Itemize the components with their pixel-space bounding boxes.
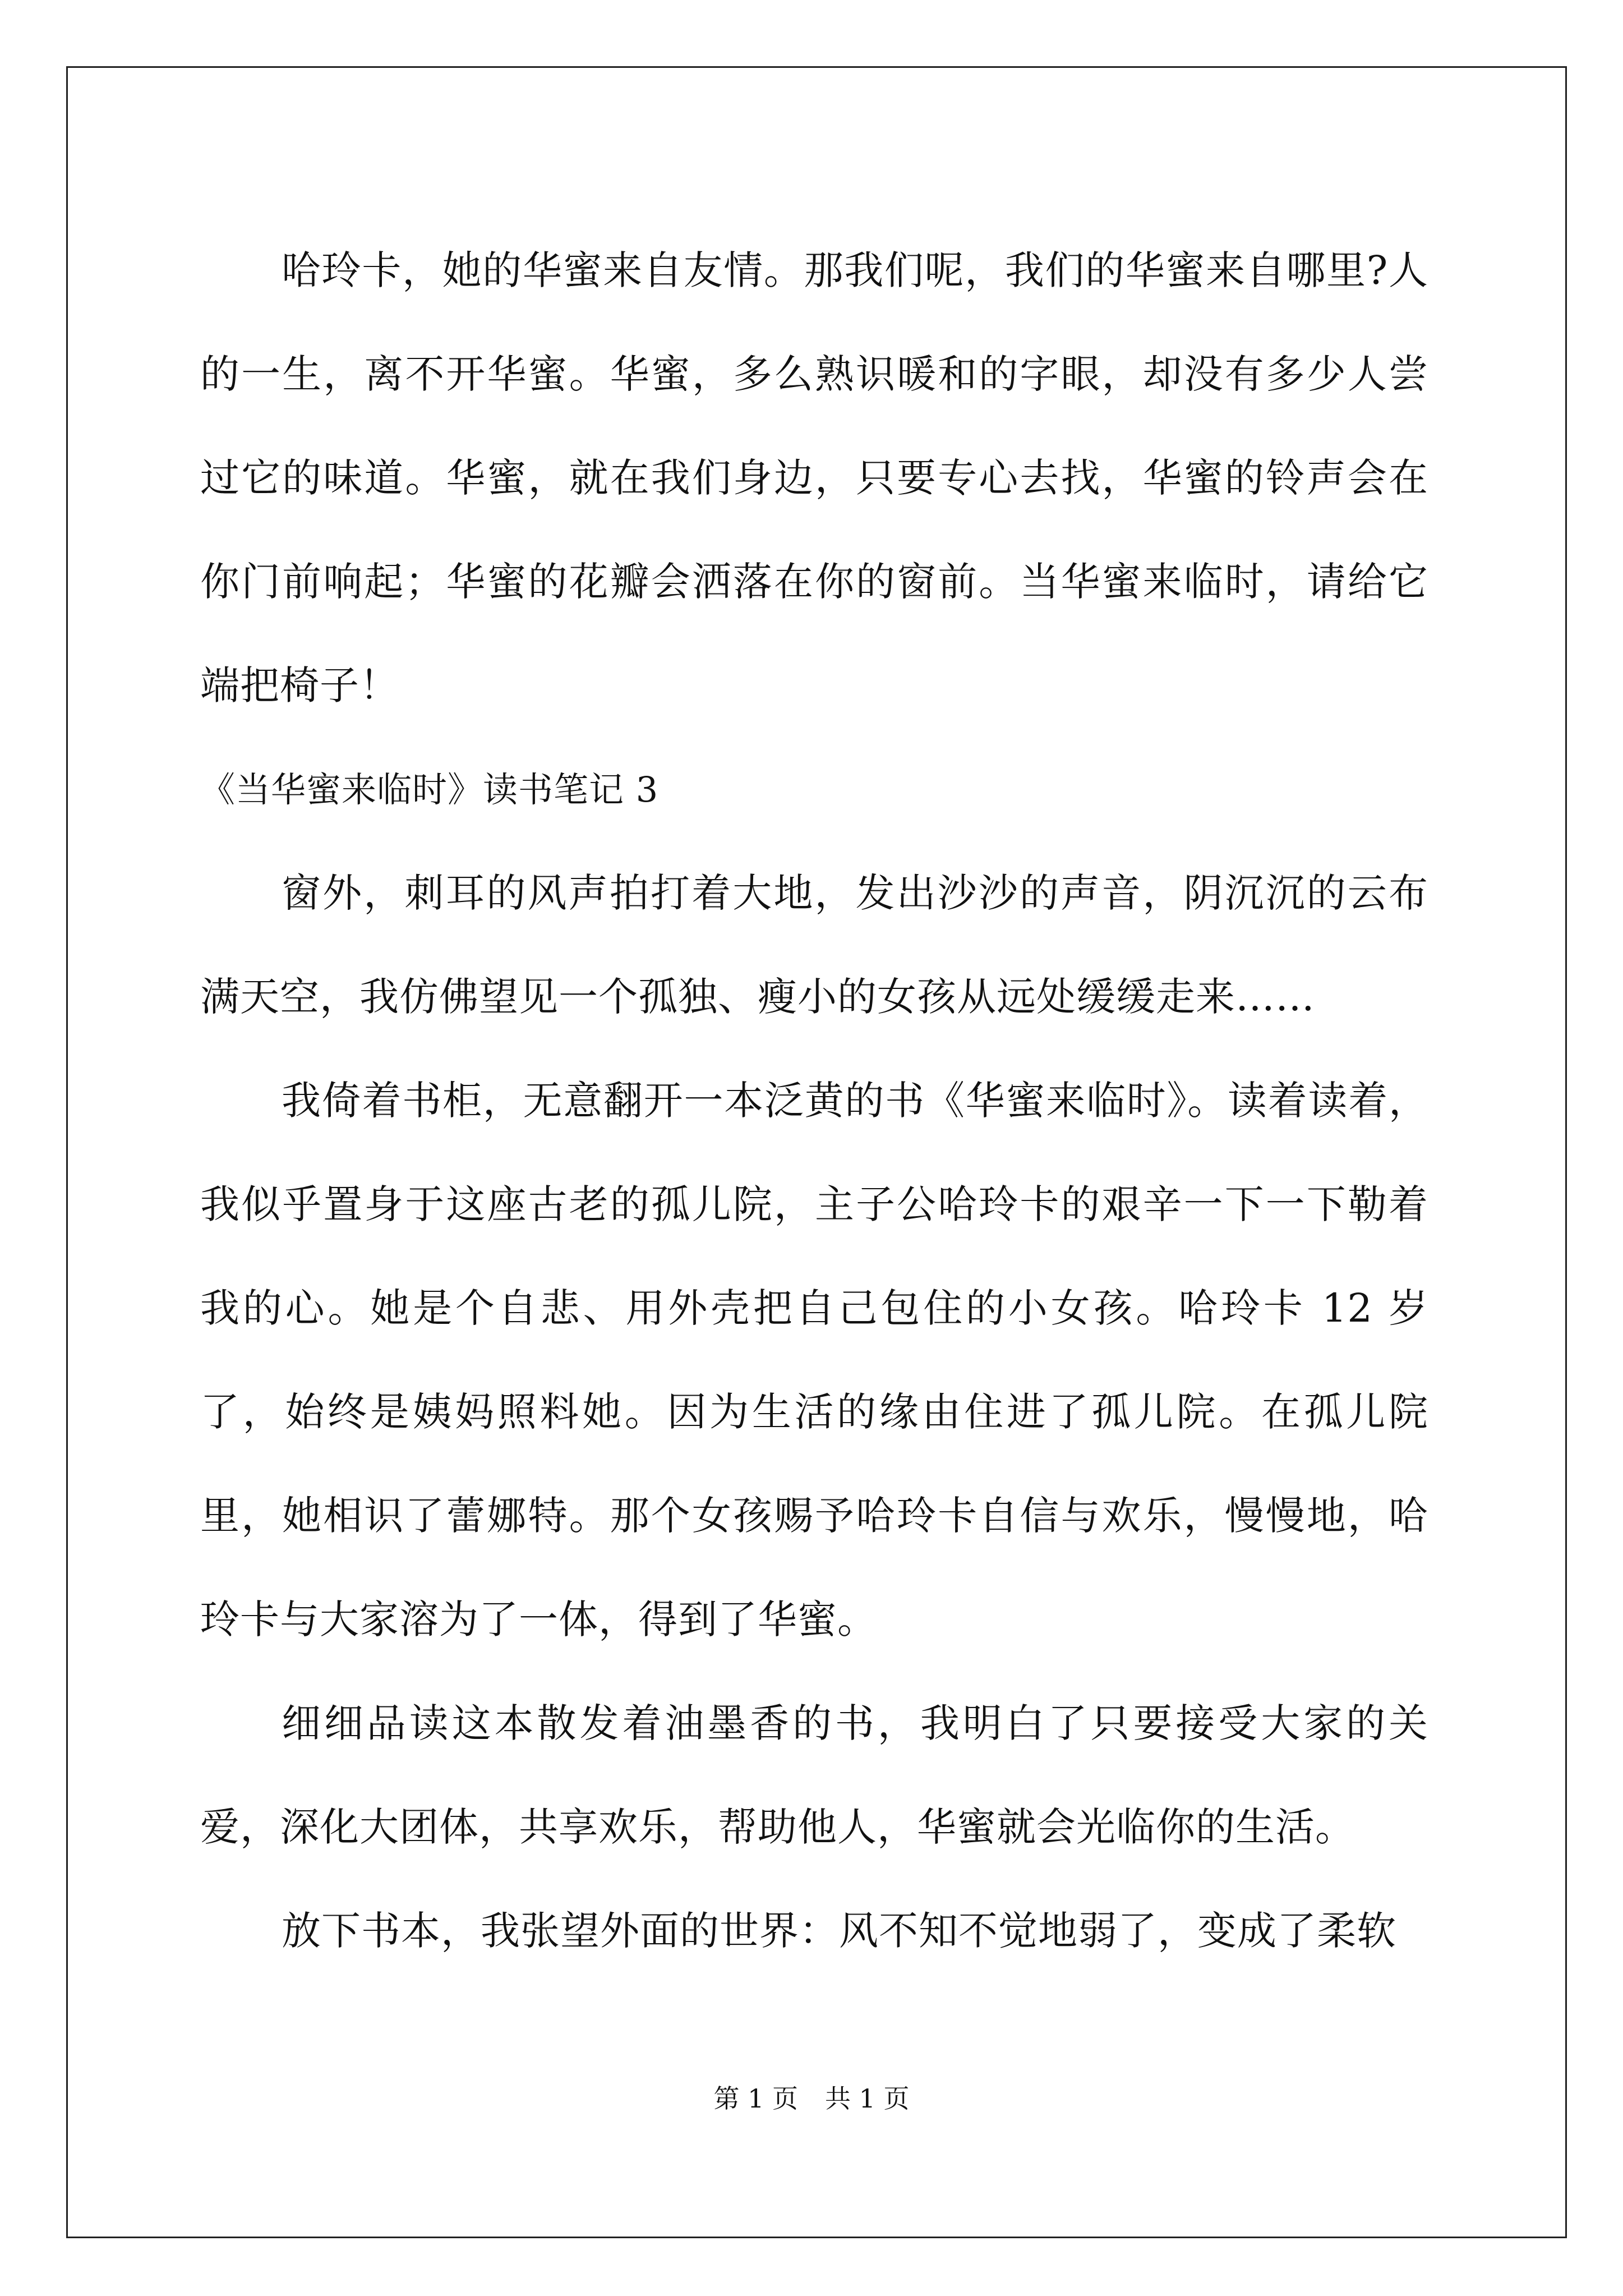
document-body bbox=[200, 219, 1428, 1983]
section-heading: 《当华蜜来临时》读书笔记 3 bbox=[200, 769, 659, 810]
paragraph: 放下书本，我张望外面的世界：风不知不觉地弱了，变成了柔软 bbox=[282, 1908, 1396, 1954]
page-total: 共 1 页 bbox=[825, 2083, 910, 2114]
paragraph: 哈玲卡，她的华蜜来自友情。那我们呢，我们的华蜜来自哪里?人的一生，离不开华蜜。华蜜，多么熟识暖和的字眼，却没有多少人尝过它的味道。华蜜，就在我们身边，只要专心去找，华蜜的铃声会在你门前响起；华蜜的花瓣会洒落在你的窗前。当华蜜来临时，请给它端把椅子！ bbox=[200, 247, 1428, 708]
page-footer bbox=[0, 2078, 1623, 2115]
page-number: 第 1 页 bbox=[713, 2083, 798, 2114]
paragraph: 窗外，刺耳的风声拍打着大地，发出沙沙的声音，阴沉沉的云布满天空，我仿佛望见一个孤独、瘦小的女孩从远处缓缓走来…… bbox=[200, 870, 1428, 1020]
paragraph: 细细品读这本散发着油墨香的书，我明白了只要接受大家的关爱，深化大团体，共享欢乐，帮助他人，华蜜就会光临你的生活。 bbox=[200, 1700, 1428, 1850]
paragraph: 我倚着书柜，无意翻开一本泛黄的书《华蜜来临时》。读着读着，我似乎置身于这座古老的孤儿院，主子公哈玲卡的艰辛一下一下勒着我的心。她是个自悲、用外壳把自己包住的小女孩。哈玲卡 12 岁了，始终是姨妈照料她。因为生活的缘由住进了孤儿院。在孤儿院里，她相识了蕾娜特。那个女孩赐予哈玲卡自信与欢乐，慢慢地，哈玲卡与大家溶为了一体，得到了华蜜。 bbox=[200, 1078, 1428, 1642]
